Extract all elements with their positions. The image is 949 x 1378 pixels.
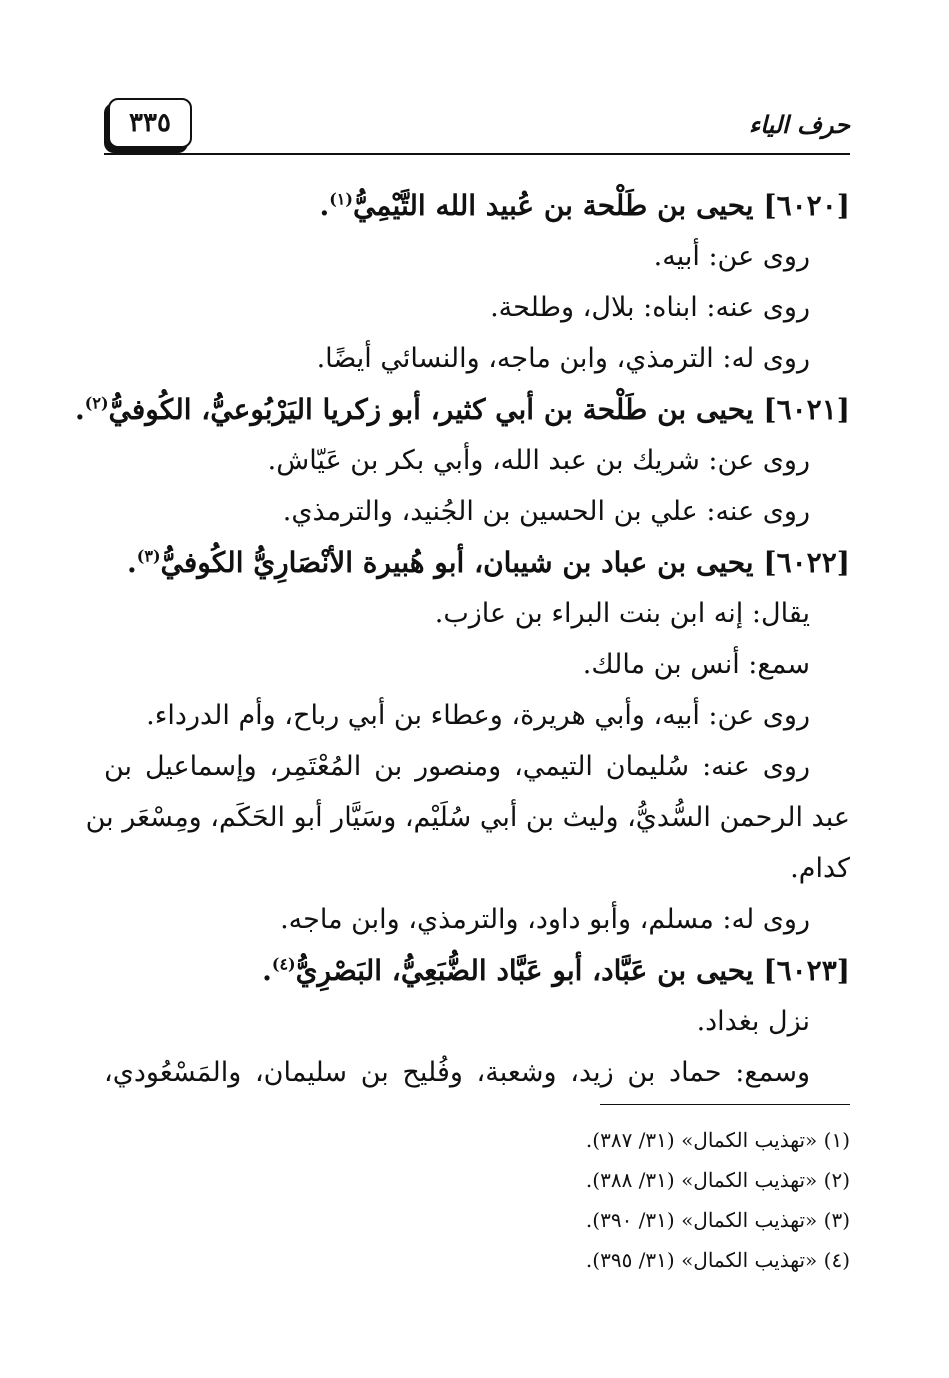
entry-heading: [٦٠٢٣] يحيى بن عَبَّاد، أبو عَبَّاد الضُّبَعِيُّ، البَصْرِيُّ$^{(٤)}$.: [262, 954, 850, 987]
header-rule: [104, 153, 850, 155]
footnote: (١) «تهذيب الكمال» (٣١/ ٣٨٧).: [585, 1128, 850, 1152]
entry-heading: [٦٠٢١] يحيى بن طَلْحة بن أبي كثير، أبو زكريا اليَرْبُوعيُّ، الكُوفيُّ$^{(٢)}$.: [75, 393, 850, 426]
main-text: [75, 180, 850, 1098]
text-line: روى عنه: ابناه: بلال، وطلحة.: [490, 292, 810, 323]
text-line: روى له: مسلم، وأبو داود، والترمذي، وابن ماجه.: [280, 904, 810, 935]
text-line: يقال: إنه ابن بنت البراء بن عازب.: [434, 598, 810, 629]
page-number-box: [108, 98, 192, 148]
text-line: سمع: أنس بن مالك.: [582, 649, 810, 680]
footnote: (٤) «تهذيب الكمال» (٣١/ ٣٩٥).: [585, 1248, 850, 1272]
text-line: روى عن: أبيه.: [653, 241, 810, 272]
running-title: حرف الياء: [748, 110, 850, 139]
entry-heading: [٦٠٢٢] يحيى بن عباد بن شيبان، أبو هُبيرة الأنْصَارِيُّ الكُوفيُّ$^{(٣)}$.: [127, 546, 850, 579]
page-number: ٣٣٥: [129, 108, 171, 138]
text-line: روى عن: شريك بن عبد الله، وأبي بكر بن عَيّاش.: [267, 445, 810, 476]
text-line: عبد الرحمن السُّديُّ، وليث بن أبي سُلَيْم، وسَيَّار أبو الحَكَم، ومِسْعَر بن: [85, 802, 850, 833]
text-line: وسمع: حماد بن زيد، وشعبة، وفُليح بن سليمان، والمَسْعُودي،: [104, 1057, 810, 1088]
entry-heading: [٦٠٢٠] يحيى بن طَلْحة بن عُبيد الله التَّيْمِيُّ$^{(١)}$.: [319, 189, 850, 222]
text-line: نزل بغداد.: [696, 1006, 810, 1037]
footnote: (٣) «تهذيب الكمال» (٣١/ ٣٩٠).: [585, 1208, 850, 1232]
text-line: روى عن: أبيه، وأبي هريرة، وعطاء بن أبي رباح، وأم الدرداء.: [146, 700, 810, 731]
footnote-rule: [600, 1104, 850, 1105]
page-header: [104, 96, 850, 154]
text-line: روى عنه: سُليمان التيمي، ومنصور بن المُعْتَمِر، وإسماعيل بن: [104, 751, 810, 782]
text-line: روى له: الترمذي، وابن ماجه، والنسائي أيضًا.: [316, 343, 810, 374]
text-line: روى عنه: علي بن الحسين بن الجُنيد، والترمذي.: [282, 496, 810, 527]
footnote: (٢) «تهذيب الكمال» (٣١/ ٣٨٨).: [585, 1168, 850, 1192]
footnotes: [104, 1120, 850, 1280]
text-line: كدام.: [790, 853, 850, 884]
